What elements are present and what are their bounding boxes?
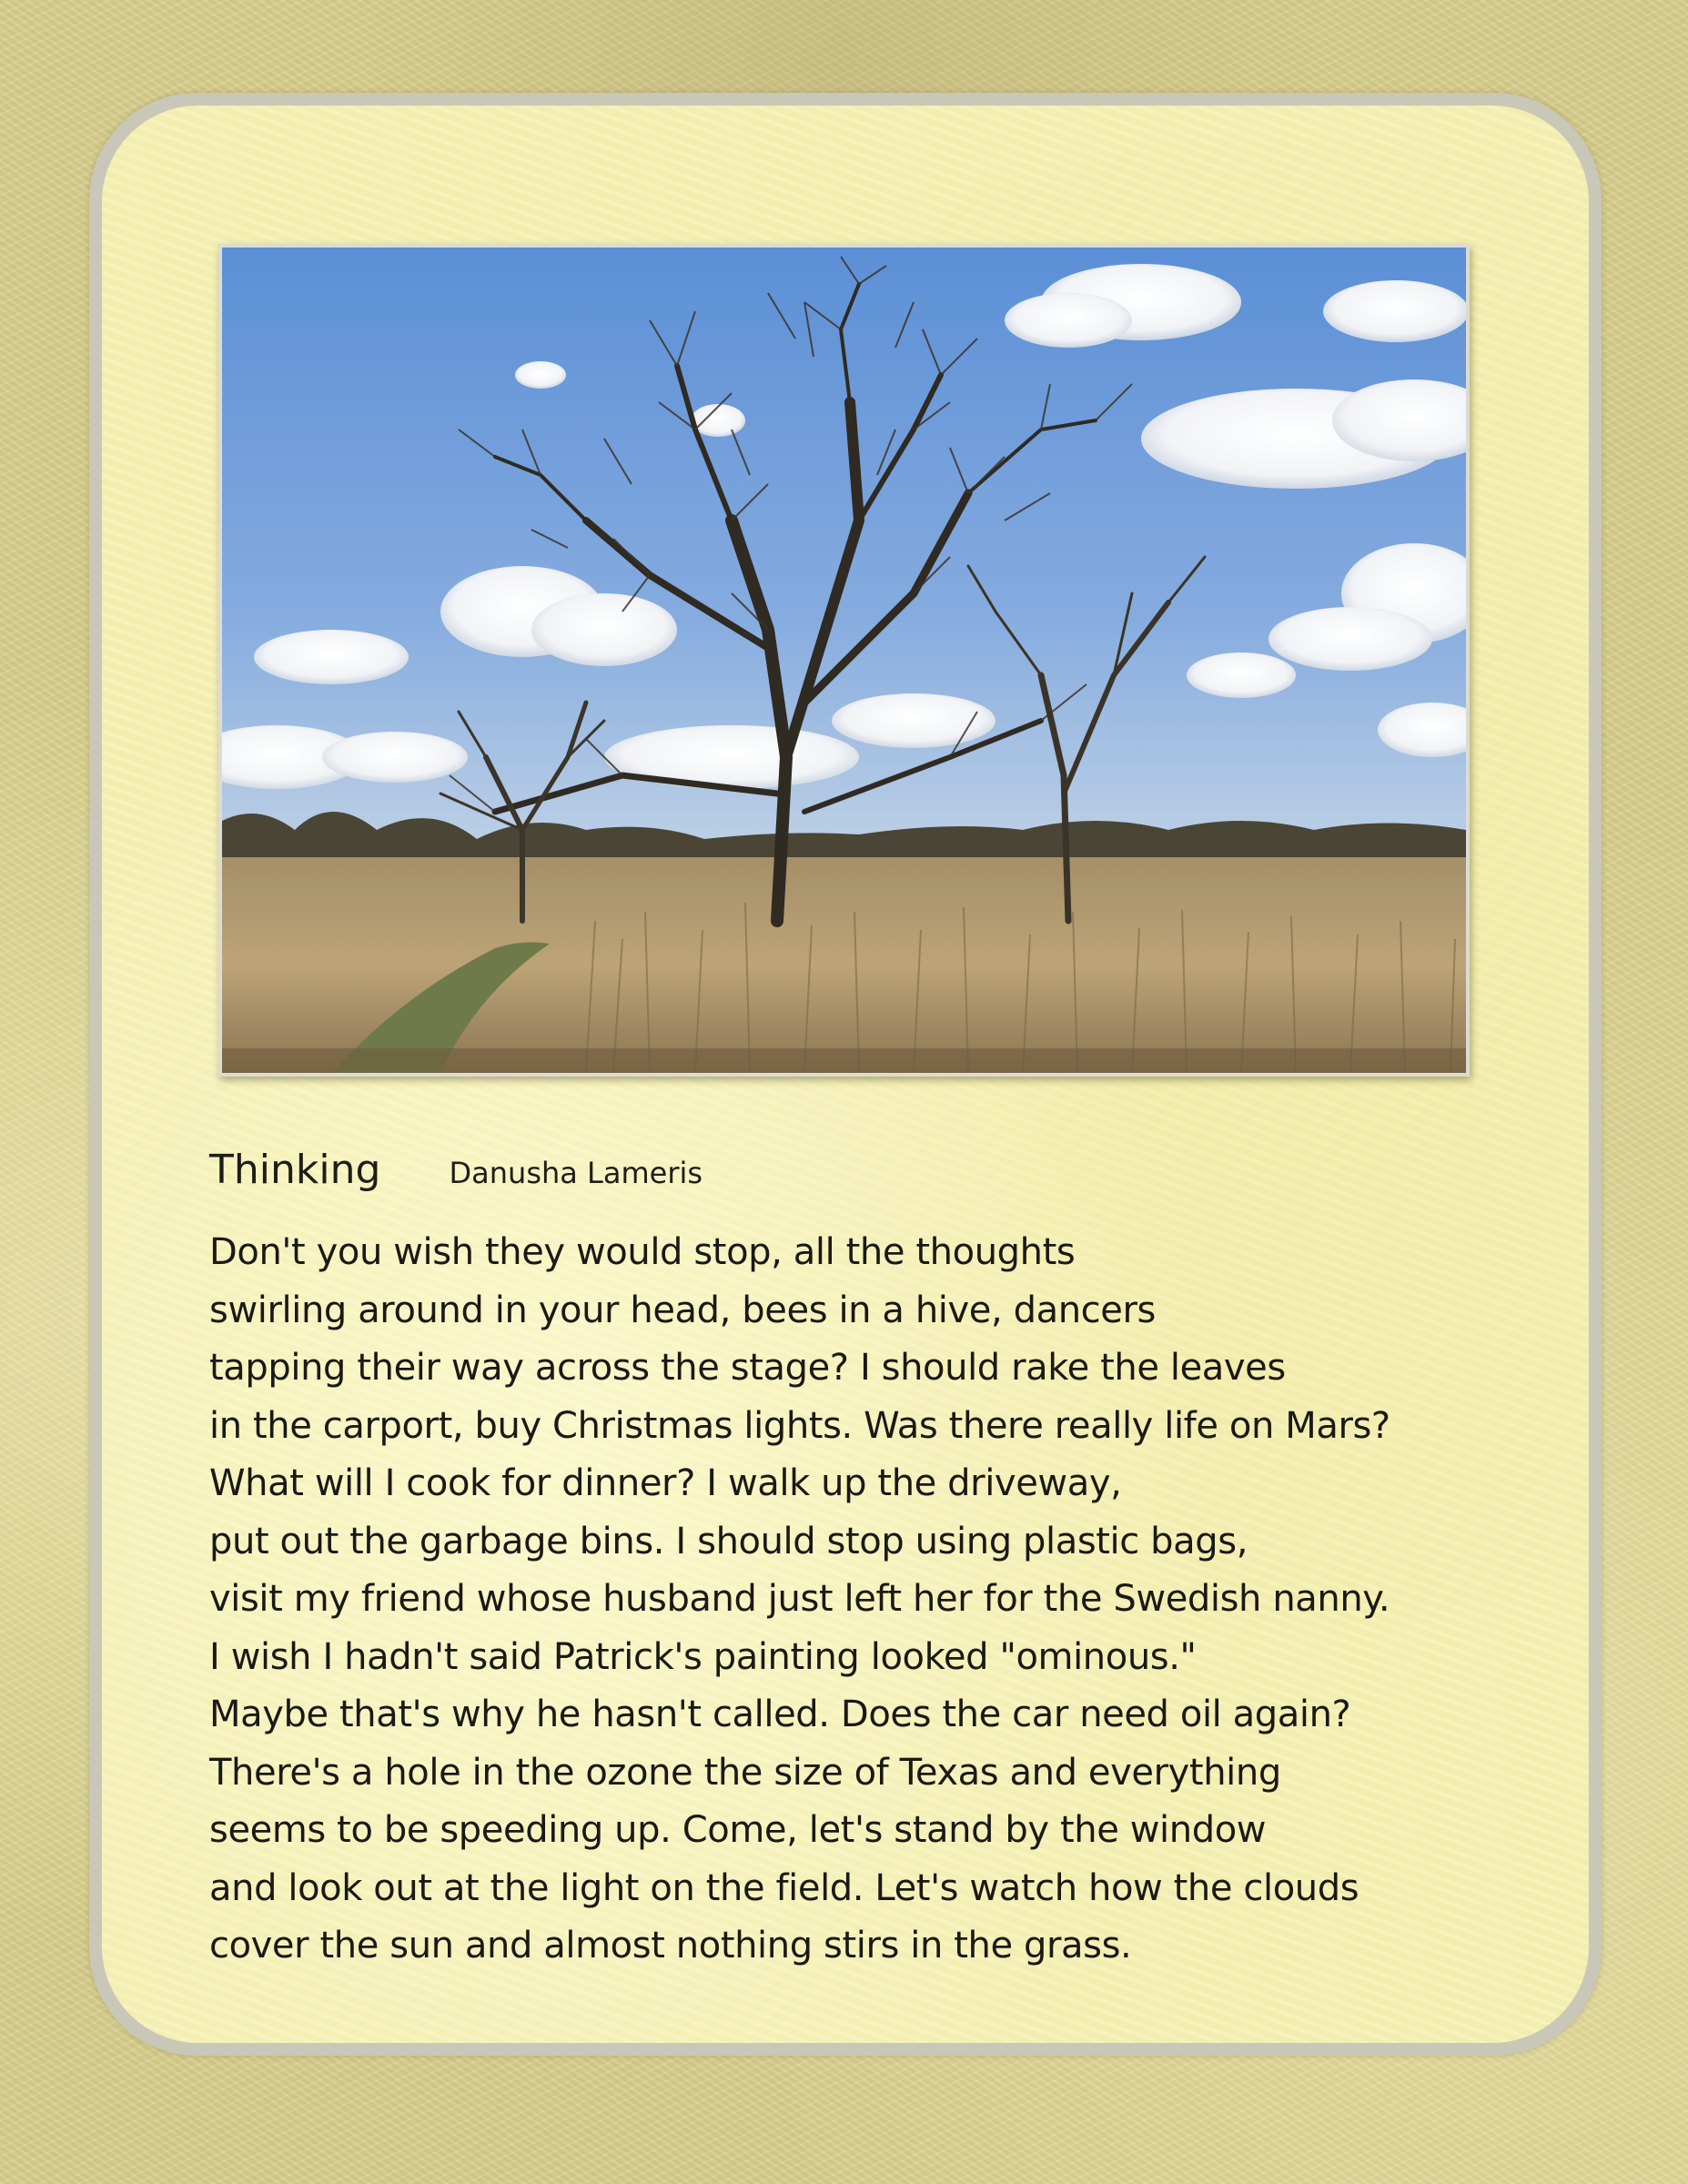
poem-line: put out the garbage bins. I should stop using plastic bags, [209, 1520, 1248, 1562]
poem-line: swirling around in your head, bees in a hive, dancers [209, 1289, 1156, 1331]
landscape-photo [222, 248, 1466, 1073]
poem-line: seems to be speeding up. Come, let's stand by the window [209, 1809, 1267, 1851]
poem-line: cover the sun and almost nothing stirs in the grass. [209, 1925, 1132, 1967]
foreground-shadow [222, 1048, 1466, 1073]
poem-line: in the carport, buy Christmas lights. Was there really life on Mars? [209, 1404, 1390, 1447]
poem-line: visit my friend whose husband just left her for the Swedish nanny. [209, 1578, 1390, 1620]
poem-author: Danusha Lameris [449, 1156, 703, 1190]
poem-line: I wish I hadn't said Patrick's painting looked "ominous." [209, 1635, 1197, 1678]
poem-header [209, 1147, 702, 1201]
landscape-illustration [222, 248, 1466, 1073]
poem-title: Thinking [209, 1147, 381, 1193]
poem-line: What will I cook for dinner? I walk up the driveway, [209, 1462, 1122, 1504]
poem-line: tapping their way across the stage? I should rake the leaves [209, 1347, 1286, 1389]
poem-line: Don't you wish they would stop, all the thoughts [209, 1231, 1076, 1273]
poem-line: There's a hole in the ozone the size of Texas and everything [209, 1751, 1281, 1794]
poem-body [209, 1224, 1556, 1976]
poem-line: Maybe that's why he hasn't called. Does the car need oil again? [209, 1694, 1351, 1735]
poem-line: and look out at the light on the field. Let's watch how the clouds [209, 1866, 1359, 1909]
